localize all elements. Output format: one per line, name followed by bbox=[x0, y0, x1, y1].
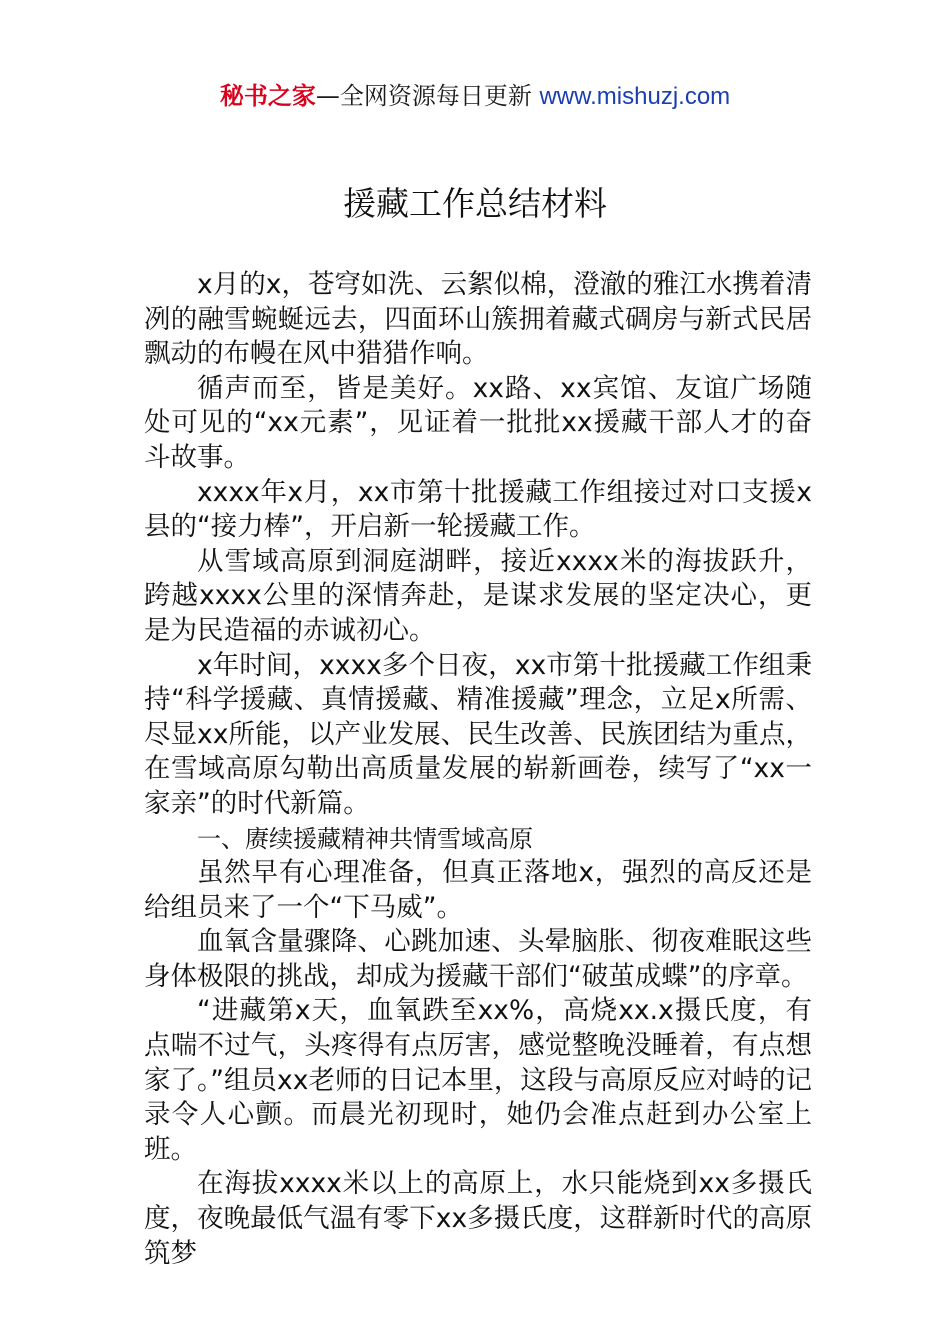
site-url-link[interactable]: www.mishuzj.com bbox=[539, 83, 731, 110]
paragraph: 在海拔xxxx米以上的高原上，水只能烧到xx多摄氏度，夜晚最低气温有零下xx多摄氏度，这群新时代的高原筑梦 bbox=[144, 1168, 812, 1269]
paragraph: 虽然早有心理准备，但真正落地x，强烈的高反还是给组员来了一个“下马威”。 bbox=[144, 857, 812, 923]
site-header bbox=[0, 80, 950, 113]
paragraph: 循声而至，皆是美好。xx路、xx宾馆、友谊广场随处可见的“xx元素”，见证着一批批xx援藏干部人才的奋斗故事。 bbox=[144, 372, 812, 473]
site-slogan: —全网资源每日更新 bbox=[315, 82, 532, 110]
paragraph: x年时间，xxxx多个日夜，xx市第十批援藏工作组秉持“科学援藏、真情援藏、精准援藏”理念，立足x所需、尽显xx所能，以产业发展、民生改善、民族团结为重点，在雪域高原勾勒出高质量发展的崭新画卷，续写了“xx一家亲”的时代新篇。 bbox=[144, 649, 812, 819]
paragraph: xxxx年x月，xx市第十批援藏工作组接过对口支援x县的“接力棒”，开启新一轮援藏工作。 bbox=[144, 476, 812, 543]
section-heading: 一、赓续援藏精神共情雪域高原 bbox=[197, 824, 533, 853]
document-title: 援藏工作总结材料 bbox=[343, 184, 607, 223]
paragraph: 血氧含量骤降、心跳加速、头晕脑胀、彻夜难眠这些身体极限的挑战，却成为援藏干部们“破茧成蝶”的序章。 bbox=[144, 926, 812, 992]
paragraph: “进藏第x天，血氧跌至xx%，高烧xx.x摄氏度，有点喘不过气，头疼得有点厉害，感觉整晚没睡着，有点想家了。”组员xx老师的日记本里，这段与高原反应对峙的记录令人心颤。而晨光初现时，她仍会准点赶到办公室上班。 bbox=[144, 995, 812, 1165]
paragraph: x月的x，苍穹如洗、云絮似棉，澄澈的雅江水携着清冽的融雪蜿蜒远去，四面环山簇拥着藏式碉房与新式民居飘动的布幔在风中猎猎作响。 bbox=[144, 269, 812, 370]
paragraph: 从雪域高原到洞庭湖畔，接近xxxx米的海拔跃升，跨越xxxx公里的深情奔赴，是谋求发展的坚定决心，更是为民造福的赤诚初心。 bbox=[144, 545, 812, 646]
site-brand: 秘书之家 bbox=[219, 82, 316, 110]
document-body bbox=[144, 268, 812, 1271]
